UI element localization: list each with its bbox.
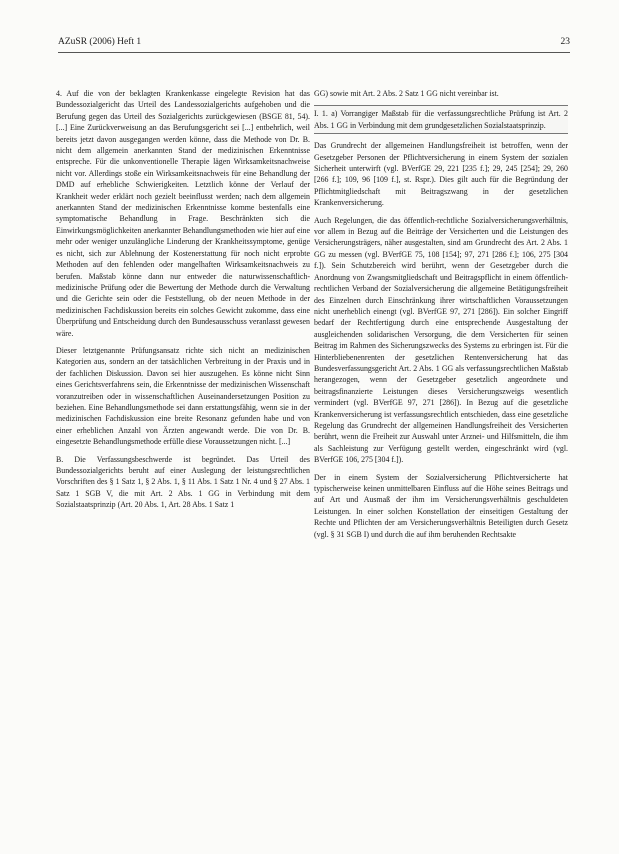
header-rule — [58, 52, 570, 53]
paragraph-continuation: GG) sowie mit Art. 2 Abs. 2 Satz 1 GG nicht vereinbar ist. — [314, 89, 499, 98]
paragraph-handlungsfreiheit: Das Grundrecht der allgemeinen Handlungsfreiheit ist betroffen, wenn der Gesetzgeber Personen der Pflichtversicherung in einem System der sozialen Sicherheit unterwirft (vgl. BVerfGE 29, 221 [235 f.]; 29, 245 [254]; 29, 260 [266 f.]; 109, 96 [109 f.], st. Rspr.). Dies gilt auch für die Begründung der Pflichtmitgliedschaft mit Beitragszwang in der gesetzlichen Krankenversicherung. — [314, 141, 568, 208]
page-number: 23 — [560, 37, 570, 47]
paragraph-regelungen: Auch Regelungen, die das öffentlich-rechtliche Sozialversicherungsverhältnis, vor allem in Bezug auf die Beiträge der Versicherten und die Leistungen des Versicherungsträgers, näher ausgestalten, sind am Grundrecht des Art. 2 Abs. 1 GG zu messen (vgl. BVerfGE 75, 108 [154]; 97, 271 [286 f.]; 106, 275 [304 f.]). Sein Schutzbereich wird berührt, wenn der Gesetzgeber durch die Anordnung von Zwangsmitgliedschaft und Beitragspflicht in einem öffentlich-rechtlichen Verband der Sozialversicherung die allgemeine Betätigungsfreiheit des Einzelnen durch Einschränkung ihrer wirtschaftlichen Voraussetzungen nicht unerheblich einengt (vgl. BVerfGE 97, 271 [286]). Ein solcher Eingriff bedarf der Rechtfertigung durch eine entsprechende Ausgestaltung der ausgleichenden solidarischen Versorgung, die dem Versicherten für seinen Beitrag im Rahmen des Sicherungszwecks des Systems zu erbringen ist. Für die Hinterbliebenenrenten der gesetzlichen Rentenversicherung hat das Bundesverfassungsgericht Art. 2 Abs. 1 GG als verfassungsrechtlichen Maßstab herangezogen, wenn der Gesetzgeber gesetzlich angeordnete und beitragsfinanzierte Leistungen dieses Versicherungszweigs wesentlich vermindert (vgl. BVerfGE 97, 271 [286]). In Bezug auf die gesetzliche Krankenversicherung ist verfassungsrechtlich entschieden, dass eine gesetzliche Regelung das Grundrecht der allgemeinen Handlungsfreiheit des Versicherten berührt, wenn die Freiheit zur Auswahl unter Arznei- und Hilfsmitteln, die ihm als Sachleistung zur Verfügung gestellt werden, eingeschränkt wird (vgl. BVerfGE 106, 275 [304 f.]). — [314, 215, 568, 465]
headnote-massstab: I. 1. a) Vorrangiger Maßstab für die verfassungsrechtliche Prüfung ist Art. 2 Abs. 1 GG in Verbindung mit dem grundgesetzlichen Sozialstaatsprinzip. — [314, 105, 568, 134]
page-header — [58, 36, 570, 48]
paragraph-revision: 4. Auf die von der beklagten Krankenkasse eingelegte Revision hat das Bundessozialgericht das Urteil des Landessozialgerichts aufgehoben und die Berufung gegen das Urteil des Sozialgerichts zurückgewiesen (BSGE 81, 54). [...] Eine Zurückverweisung an das Berufungsgericht sei [...] entbehrlich, weil bereits jetzt davon ausgegangen werden könne, dass die Methode von Dr. B. nicht dem allgemein anerkannten Stand der medizinischen Erkenntnisse entspreche. Für die unkonventionelle Therapie lägen Wirksamkeitsnachweise nicht vor. Allerdings stoße ein Wirksamkeitsnachweis für eine Behandlung der DMD auf erhebliche Schwierigkeiten. Letztlich könne der Verlauf der Krankheit weder erklärt noch gezielt beeinflusst werden; nach dem allgemein anerkannten Stand der medizinischen Erkenntnisse komme bestenfalls eine symptomatische Behandlung in Frage. Beschränkten sich die Einwirkungsmöglichkeiten anerkannter Behandlungsmethoden wie hier auf eine mehr oder weniger unzulängliche Linderung der Krankheitssymptome, genüge es nicht, sich zur Ablehnung der Kostenerstattung für noch nicht erprobte Methoden auf den fehlenden oder mangelhaften Wirksamkeitsnachweis zu berufen. Maßstab könne dann nur entweder die naturwissenschaftlich-medizinische Prüfung oder die Bewertung der Methode durch die Verwaltung und die Gerichte sein oder die Feststellung, ob der neuen Methode in der medizinischen Fachdiskussion bereits ein solches Gewicht zukomme, dass eine Überprüfung und Entscheidung durch den Bundesausschuss veranlasst gewesen wäre. — [56, 89, 310, 338]
paragraph-begruendet: B. Die Verfassungsbeschwerde ist begründet. Das Urteil des Bundessozialgerichts beruht auf einer Auslegung der leistungsrechtlichen Vorschriften des § 1 Satz 1, § 2 Abs. 1, § 11 Abs. 1 Satz 1 Nr. 4 und § 27 Abs. 1 Satz 1 SGB V, die mit Art. 2 Abs. 1 GG in Verbindung mit dem Sozialstaatsprinzip (Art. 20 Abs. 1, Art. 28 Abs. 1 Satz 1 — [56, 454, 310, 510]
right-column — [314, 88, 568, 850]
paragraph-pruefungsansatz: Dieser letztgenannte Prüfungsansatz richte sich nicht an medizinischen Kategorien aus, sondern an der tatsächlichen Verbreitung in der Praxis und in der fachlichen Diskussion. Davon sei hier auszugehen. Es könne nicht Sinn eines Gerichtsverfahrens sein, die Erkenntnisse der medizinischen Wissenschaft voranzutreiben oder in wissenschaftlichen Auseinandersetzungen Position zu beziehen. Eine Behandlungsmethode sei dann erstattungsfähig, wenn sie in der medizinischen Fachdiskussion eine breite Resonanz gefunden habe und von einer erheblichen Anzahl von Ärzten angewandt werde. Die von Dr. B. eingesetzte Behandlungsmethode erfülle diese Voraussetzungen nicht. [...] — [56, 345, 310, 447]
journal-reference: AZuSR (2006) Heft 1 — [58, 37, 142, 47]
paragraph-pflichtversicherter: Der in einem System der Sozialversicherung Pflichtversicherte hat typischerweise keinen unmittelbaren Einfluss auf die Höhe seines Beitrags und auf Art und Ausmaß der ihm im Versicherungsverhältnis geschuldeten Leistungen. In einer solchen Konstellation der einseitigen Gestaltung der Rechte und Pflichten der am Versicherungsverhältnis Beteiligten durch Gesetz (vgl. § 31 SGB I) und durch die auf ihm beruhenden Rechtsakte — [314, 472, 568, 539]
left-column — [56, 88, 310, 850]
